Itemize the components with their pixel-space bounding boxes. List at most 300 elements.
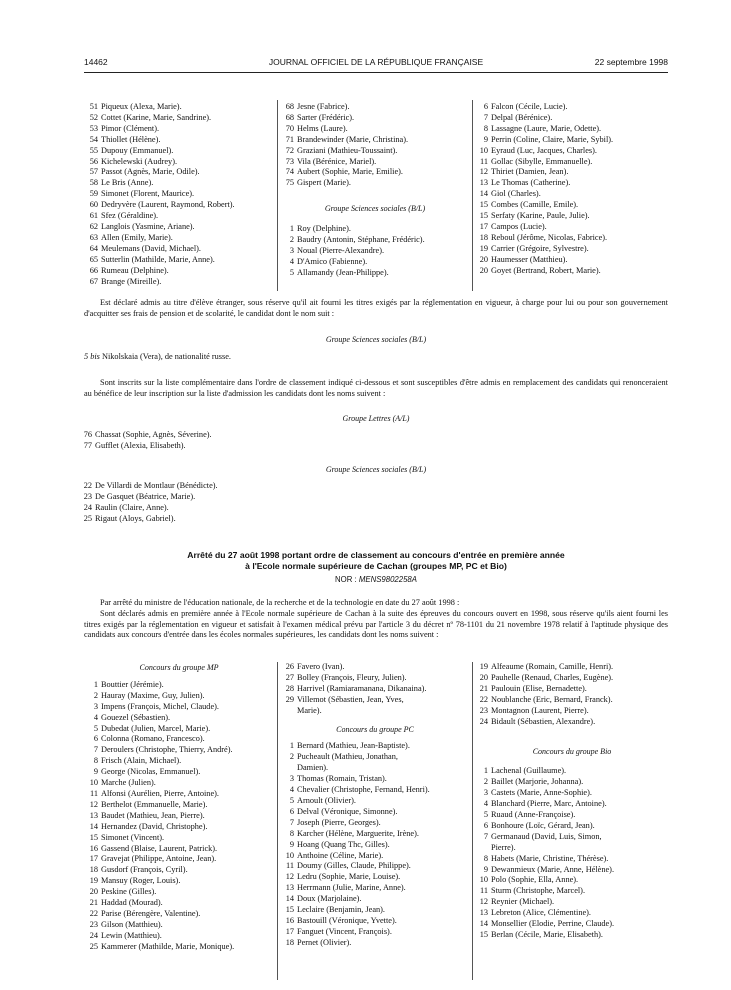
candidate-name: Peskine (Gilles). bbox=[101, 887, 157, 897]
list-item bbox=[474, 908, 670, 919]
rank-number: 8 bbox=[483, 123, 488, 133]
rank-number: 20 bbox=[479, 254, 488, 264]
candidate-name: Blanchard (Pierre, Marc, Antoine). bbox=[491, 799, 607, 809]
list-item bbox=[474, 189, 670, 200]
candidate-name: George (Nicolas, Emmanuel). bbox=[101, 767, 201, 777]
rank-number: 4 bbox=[93, 712, 98, 722]
rank-number: 3 bbox=[289, 245, 294, 255]
list-item bbox=[474, 897, 670, 908]
list-item bbox=[280, 178, 470, 189]
candidate-name: Vila (Bérénice, Mariel). bbox=[297, 156, 377, 166]
rank-number: 27 bbox=[285, 672, 294, 682]
list-item bbox=[84, 146, 274, 157]
candidate-name: Ruaud (Anne-Françoise). bbox=[491, 809, 576, 819]
list-item bbox=[84, 124, 274, 135]
candidate-name: Lebreton (Alice, Clémentine). bbox=[491, 908, 591, 918]
list-item bbox=[84, 844, 274, 855]
foreign-entry bbox=[84, 352, 668, 363]
list-item bbox=[474, 684, 670, 695]
list-item bbox=[84, 255, 274, 266]
candidate-name: Meulemans (David, Michael). bbox=[101, 243, 201, 253]
candidate-name: Hernandez (David, Christophe). bbox=[101, 821, 208, 831]
candidate-name: Paulouin (Elise, Bernadette). bbox=[491, 683, 587, 693]
entry-number: 5 bis bbox=[84, 352, 100, 361]
candidate-name: Sfez (Géraldine). bbox=[101, 211, 159, 221]
list-item bbox=[474, 695, 670, 706]
candidate-name: Goyet (Bertrand, Robert, Marie). bbox=[491, 265, 601, 275]
rank-number: 19 bbox=[89, 876, 98, 886]
candidate-name: Alfonsi (Aurélien, Pierre, Antoine). bbox=[101, 788, 219, 798]
rank-number: 3 bbox=[289, 774, 294, 784]
list-item bbox=[280, 124, 470, 135]
top-list-col3 bbox=[474, 102, 670, 277]
page-header bbox=[84, 57, 668, 71]
list-item bbox=[84, 691, 274, 702]
list-item bbox=[280, 872, 470, 883]
candidate-name: Fanguet (Vincent, François). bbox=[297, 926, 392, 936]
rank-number: 14 bbox=[479, 919, 488, 929]
rank-number: 13 bbox=[89, 810, 98, 820]
list-item bbox=[280, 695, 470, 706]
rank-number: 17 bbox=[89, 854, 98, 864]
rank-number: 22 bbox=[89, 908, 98, 918]
rank-number: 68 bbox=[285, 112, 294, 122]
list-item bbox=[474, 875, 670, 886]
rank-number: 23 bbox=[89, 919, 98, 929]
candidate-name: Parise (Bérengère, Valentine). bbox=[101, 908, 201, 918]
list-item bbox=[84, 745, 274, 756]
list-item bbox=[474, 930, 670, 941]
rank-number: 68 bbox=[285, 102, 294, 111]
rank-number: 51 bbox=[89, 102, 98, 111]
nor-code: MENS9802258A bbox=[358, 575, 417, 584]
rank-number: 5 bbox=[93, 723, 98, 733]
rank-number: 28 bbox=[285, 683, 294, 693]
list-item bbox=[280, 840, 470, 851]
list-item bbox=[474, 200, 670, 211]
candidate-name: Bouttier (Jérémie). bbox=[101, 679, 164, 689]
list-item bbox=[474, 102, 670, 113]
candidate-name: Damien). bbox=[297, 763, 329, 773]
candidate-name: Germanaud (David, Luis, Simon, bbox=[491, 831, 602, 841]
rank-number: 71 bbox=[285, 134, 294, 144]
list-item bbox=[84, 789, 274, 800]
list-item bbox=[280, 157, 470, 168]
rank-number: 4 bbox=[483, 799, 488, 809]
rank-number: 15 bbox=[479, 200, 488, 210]
rank-number: 8 bbox=[93, 756, 98, 766]
rank-number: 12 bbox=[479, 897, 488, 907]
list-item bbox=[280, 257, 470, 268]
list-item bbox=[84, 113, 274, 124]
candidate-name: Thiriet (Damien, Jean). bbox=[491, 167, 569, 177]
candidate-name: Allamandy (Jean-Philippe). bbox=[297, 267, 389, 277]
rank-number: 9 bbox=[483, 134, 488, 144]
candidate-name: Hauray (Maxime, Guy, Julien). bbox=[101, 690, 205, 700]
candidate-name: Delval (Véronique, Simonne). bbox=[297, 806, 398, 816]
candidate-name: Aubert (Sophie, Marie, Emilie). bbox=[297, 167, 403, 177]
mp-entries bbox=[84, 680, 274, 953]
list-item bbox=[78, 503, 378, 514]
candidate-name: Leclaire (Benjamin, Jean). bbox=[297, 905, 385, 915]
arrete-title-line1: Arrêté du 27 août 1998 portant ordre de classement au concours d'entrée en première année bbox=[187, 550, 565, 560]
rank-number: 2 bbox=[93, 690, 98, 700]
list-item bbox=[280, 785, 470, 796]
rank-number: 6 bbox=[483, 820, 488, 830]
candidate-name: Piqueux (Alexa, Marie). bbox=[101, 102, 182, 111]
candidate-name: Marche (Julien). bbox=[101, 778, 156, 788]
candidate-name: Gollac (Sibylle, Emmanuelle). bbox=[491, 156, 593, 166]
list-item bbox=[84, 778, 274, 789]
candidate-name: Bernard (Mathieu, Jean-Baptiste). bbox=[297, 741, 410, 751]
candidate-name: Dupouy (Emmanuel). bbox=[101, 145, 174, 155]
list-item bbox=[474, 211, 670, 222]
list-item bbox=[474, 124, 670, 135]
candidate-name: Roy (Delphine). bbox=[297, 224, 351, 234]
candidate-name: Serfaty (Karine, Paule, Julie). bbox=[491, 211, 590, 221]
rank-number: 72 bbox=[285, 145, 294, 155]
rank-number: 12 bbox=[285, 872, 294, 882]
candidate-name: Sturm (Christophe, Marcel). bbox=[491, 886, 586, 896]
candidate-name: Gravejat (Philippe, Antoine, Jean). bbox=[101, 854, 217, 864]
candidate-name: Herrmann (Julie, Marine, Anne). bbox=[297, 883, 406, 893]
candidate-name: Marie). bbox=[297, 705, 322, 715]
list-item bbox=[84, 102, 274, 113]
list-item bbox=[474, 113, 670, 124]
mp-entries-continued bbox=[280, 662, 470, 717]
list-item bbox=[474, 832, 670, 843]
list-item bbox=[84, 222, 274, 233]
complementary-paragraph: Sont inscrits sur la liste complémentaire dans l'ordre de classement indiqué ci-dessous et sont susceptibles d'être admis en remplacement des candidats qui renonceraient au bénéfice de leur inscription sur la liste d'admission les candidats dont les noms suivent : bbox=[84, 378, 668, 398]
list-item bbox=[84, 767, 274, 778]
candidate-name: Baillet (Marjorie, Johanna). bbox=[491, 777, 584, 787]
candidate-name: Favero (Ivan). bbox=[297, 662, 345, 671]
candidate-name: Bolley (François, Fleury, Julien). bbox=[297, 672, 407, 682]
arrete-title bbox=[84, 550, 668, 572]
list-item bbox=[280, 851, 470, 862]
list-item bbox=[280, 927, 470, 938]
list-item bbox=[280, 905, 470, 916]
list-item bbox=[84, 942, 274, 953]
candidate-name: Pauhelle (Renaud, Charles, Eugène). bbox=[491, 672, 614, 682]
column-divider bbox=[277, 100, 278, 291]
list-item bbox=[474, 788, 670, 799]
rank-number: 13 bbox=[285, 883, 294, 893]
rank-number: 11 bbox=[286, 861, 294, 871]
candidate-name: Dedryvère (Laurent, Raymond, Robert). bbox=[101, 200, 235, 210]
candidate-name: Gispert (Marie). bbox=[297, 178, 351, 188]
candidate-name: Sarter (Frédéric). bbox=[297, 112, 355, 122]
candidate-name: Harrivel (Ramiaramanana, Dikanaina). bbox=[297, 683, 427, 693]
candidate-name: Baudet (Mathieu, Jean, Pierre). bbox=[101, 810, 205, 820]
rank-number: 9 bbox=[93, 767, 98, 777]
list-item bbox=[280, 741, 470, 752]
pc-entries bbox=[280, 741, 470, 948]
candidate-name: Deroulers (Christophe, Thierry, André). bbox=[101, 745, 233, 755]
column-divider bbox=[472, 100, 473, 291]
rank-number: 1 bbox=[289, 741, 294, 751]
top-list-col1 bbox=[84, 102, 274, 287]
candidate-name: Falcon (Cécile, Lucie). bbox=[491, 102, 568, 111]
foreign-heading: Groupe Sciences sociales (B/L) bbox=[325, 335, 427, 344]
rank-number: 6 bbox=[289, 806, 294, 816]
rank-number: 63 bbox=[89, 232, 98, 242]
rank-number: 3 bbox=[93, 701, 98, 711]
list-item bbox=[84, 876, 274, 887]
rank-number: 77 bbox=[83, 440, 92, 450]
list-item bbox=[84, 887, 274, 898]
list-item bbox=[280, 246, 470, 257]
candidate-name: Berthelot (Emmanuelle, Marie). bbox=[101, 799, 208, 809]
rank-number: 20 bbox=[89, 887, 98, 897]
rank-number: 24 bbox=[83, 502, 92, 512]
list-item bbox=[474, 244, 670, 255]
rank-number: 5 bbox=[289, 267, 294, 277]
candidate-name: Perrin (Coline, Claire, Marie, Sybil). bbox=[491, 134, 614, 144]
candidate-name: Combes (Camille, Emile). bbox=[491, 200, 579, 210]
sociales-list bbox=[78, 481, 378, 525]
candidate-name: Karcher (Hélène, Marguerite, Irène). bbox=[297, 828, 419, 838]
top-list-col2-entries bbox=[280, 102, 470, 189]
rank-number: 23 bbox=[83, 491, 92, 501]
list-item bbox=[474, 766, 670, 777]
list-item bbox=[84, 811, 274, 822]
rank-number: 73 bbox=[285, 156, 294, 166]
list-item bbox=[474, 222, 670, 233]
rank-number: 62 bbox=[89, 221, 98, 231]
rank-number: 7 bbox=[289, 817, 294, 827]
list-item bbox=[84, 702, 274, 713]
rank-number: 21 bbox=[479, 683, 488, 693]
candidate-name: Rumeau (Delphine). bbox=[101, 265, 169, 275]
list-item bbox=[474, 157, 670, 168]
candidate-name: Joseph (Pierre, Georges). bbox=[297, 817, 381, 827]
section-heading: Groupe Sciences sociales (B/L) bbox=[324, 204, 426, 214]
pc-entries-continued bbox=[474, 662, 670, 727]
list-item bbox=[280, 894, 470, 905]
candidate-name: Passot (Agnès, Marie, Odile). bbox=[101, 167, 200, 177]
rank-number: 20 bbox=[479, 265, 488, 275]
candidate-name: Simonet (Florent, Maurice). bbox=[101, 189, 195, 199]
list-item bbox=[84, 277, 274, 288]
candidate-name: Arnoult (Olivier). bbox=[297, 795, 356, 805]
lettres-list bbox=[78, 430, 378, 452]
rank-number: 61 bbox=[89, 211, 98, 221]
candidate-name: Mansuy (Roger, Louis). bbox=[101, 876, 181, 886]
list-item bbox=[84, 266, 274, 277]
list-item bbox=[84, 854, 274, 865]
candidate-name: Dubedat (Julien, Marcel, Marie). bbox=[101, 723, 211, 733]
candidate-name: Colonna (Romano, Francesco). bbox=[101, 734, 205, 744]
rank-number: 8 bbox=[289, 828, 294, 838]
list-item bbox=[474, 777, 670, 788]
candidate-name: Delpal (Bérénice). bbox=[491, 112, 553, 122]
list-item bbox=[78, 441, 378, 452]
candidate-name: Gouezel (Sébastien). bbox=[101, 712, 171, 722]
rank-number: 11 bbox=[90, 788, 98, 798]
candidate-name: Allen (Emily, Marie). bbox=[101, 232, 173, 242]
list-item bbox=[280, 938, 470, 949]
list-item bbox=[280, 706, 470, 717]
candidate-name: Le Thomas (Catherine). bbox=[491, 178, 571, 188]
list-item bbox=[474, 135, 670, 146]
rank-number: 25 bbox=[89, 941, 98, 951]
arrete-title-line2: à l'Ecole normale supérieure de Cachan (groupes MP, PC et Bio) bbox=[245, 561, 507, 571]
candidate-name: Raulin (Claire, Anne). bbox=[95, 502, 169, 512]
candidate-name: Dewanmieux (Marie, Anne, Hélène). bbox=[491, 864, 615, 874]
mp-heading: Concours du groupe MP bbox=[139, 663, 219, 672]
list-item bbox=[280, 818, 470, 829]
foreign-paragraph: Est déclaré admis au titre d'élève étranger, sous réserve qu'il ait fourni les titres exigés par la réglementation en vigueur, à charge pour lui ou pour son gouvernement d'acquitter ses frais de pension et de scolarité, le candidat dont le nom suit : bbox=[84, 298, 668, 318]
rank-number: 66 bbox=[89, 265, 98, 275]
rank-number: 74 bbox=[285, 167, 294, 177]
list-item bbox=[84, 178, 274, 189]
list-item bbox=[474, 266, 670, 277]
candidate-name: Gusdorf (François, Cyril). bbox=[101, 865, 188, 875]
candidate-name: Pierre). bbox=[491, 842, 516, 852]
list-item bbox=[474, 843, 670, 854]
candidate-name: Gilson (Matthieu). bbox=[101, 919, 163, 929]
rank-number: 29 bbox=[285, 694, 294, 704]
rank-number: 19 bbox=[479, 243, 488, 253]
bio-entries bbox=[474, 766, 670, 941]
rank-number: 7 bbox=[93, 745, 98, 755]
candidate-name: Castets (Marie, Anne-Sophie). bbox=[491, 788, 592, 798]
list-item bbox=[280, 883, 470, 894]
list-item bbox=[84, 680, 274, 691]
list-item bbox=[280, 752, 470, 763]
rank-number: 10 bbox=[479, 145, 488, 155]
rank-number: 53 bbox=[89, 123, 98, 133]
candidate-name: Villemot (Sébastien, Jean, Yves, bbox=[297, 694, 404, 704]
rank-number: 19 bbox=[479, 662, 488, 671]
rank-number: 16 bbox=[285, 915, 294, 925]
list-item bbox=[280, 774, 470, 785]
column-divider bbox=[472, 662, 473, 980]
candidate-name: Le Bris (Anne). bbox=[101, 178, 154, 188]
list-item bbox=[280, 916, 470, 927]
rank-number: 3 bbox=[483, 788, 488, 798]
list-item bbox=[84, 734, 274, 745]
pc-heading: Concours du groupe PC bbox=[336, 724, 414, 734]
list-item bbox=[84, 800, 274, 811]
rank-number: 11 bbox=[480, 156, 488, 166]
candidate-name: Baudry (Antonin, Stéphane, Frédéric). bbox=[297, 235, 425, 245]
list-item bbox=[474, 673, 670, 684]
rank-number: 24 bbox=[89, 930, 98, 940]
rank-number: 65 bbox=[89, 254, 98, 264]
issue-date: 22 septembre 1998 bbox=[594, 57, 668, 67]
list-item bbox=[84, 200, 274, 211]
candidate-name: Doumy (Gilles, Claude, Philippe). bbox=[297, 861, 411, 871]
top-list-col2-sociales-entries bbox=[280, 224, 470, 279]
rank-number: 17 bbox=[479, 221, 488, 231]
concours-col2 bbox=[280, 662, 470, 949]
rank-number: 7 bbox=[483, 831, 488, 841]
rank-number: 22 bbox=[479, 694, 488, 704]
list-item bbox=[78, 481, 378, 492]
rank-number: 15 bbox=[285, 905, 294, 915]
list-item bbox=[474, 255, 670, 266]
rank-number: 16 bbox=[89, 843, 98, 853]
candidate-name: Giol (Charles). bbox=[491, 189, 541, 199]
page-number: 14462 bbox=[84, 57, 108, 67]
candidate-name: Rigaut (Aloys, Gabriel). bbox=[95, 513, 176, 523]
list-item bbox=[280, 807, 470, 818]
rank-number: 22 bbox=[83, 481, 92, 490]
list-item bbox=[280, 763, 470, 774]
candidate-name: Brange (Mireille). bbox=[101, 276, 162, 286]
concours-col3 bbox=[474, 662, 670, 941]
rank-number: 9 bbox=[289, 839, 294, 849]
candidate-name: Gassend (Blaise, Laurent, Patrick). bbox=[101, 843, 218, 853]
candidate-name: Cottet (Karine, Marie, Sandrine). bbox=[101, 112, 212, 122]
rank-number: 6 bbox=[483, 102, 488, 111]
rank-number: 1 bbox=[483, 766, 488, 776]
candidate-name: Alfeaume (Romain, Camille, Henri). bbox=[491, 662, 614, 671]
candidate-name: Langlois (Yasmine, Ariane). bbox=[101, 221, 195, 231]
candidate-name: D'Amico (Fabienne). bbox=[297, 256, 368, 266]
candidate-name: Anthoine (Céline, Marie). bbox=[297, 850, 384, 860]
candidate-name: Kichelewski (Audrey). bbox=[101, 156, 178, 166]
list-item bbox=[280, 135, 470, 146]
nor-reference bbox=[84, 575, 668, 584]
list-item bbox=[84, 898, 274, 909]
rank-number: 2 bbox=[289, 235, 294, 245]
rank-number: 14 bbox=[285, 894, 294, 904]
list-item bbox=[280, 268, 470, 279]
candidate-name: Bidault (Sébastien, Alexandre). bbox=[491, 716, 596, 726]
rank-number: 4 bbox=[289, 256, 294, 266]
rank-number: 1 bbox=[289, 224, 294, 234]
arrete-paragraph-2: Sont déclarés admis en première année à l'Ecole normale supérieure de Cachan à la suite des épreuves du concours ouvert en 1998, sous réserve qu'ils aient fourni les titres exigés par la réglementation en vigueur et satisfait à l'examen médical prévu par l'article 3 du décret nº 78-1101 du 21 novembre 1978 relatif à l'aptitude physique des candidats aux concours d'entrée dans les écoles normales supérieures, les candidats dont les noms suivent : bbox=[84, 609, 668, 640]
bio-heading: Concours du groupe Bio bbox=[532, 747, 612, 757]
candidate-name: Kammerer (Mathilde, Marie, Monique). bbox=[101, 941, 235, 951]
list-item bbox=[474, 178, 670, 189]
rank-number: 18 bbox=[285, 937, 294, 947]
rank-number: 58 bbox=[89, 178, 98, 188]
list-item bbox=[280, 673, 470, 684]
rank-number: 8 bbox=[483, 853, 488, 863]
list-item bbox=[84, 822, 274, 833]
list-item bbox=[78, 492, 378, 503]
list-item bbox=[474, 146, 670, 157]
list-item bbox=[280, 224, 470, 235]
candidate-name: Polo (Sophie, Ella, Anne). bbox=[491, 875, 579, 885]
candidate-name: Gufflet (Alexia, Elisabeth). bbox=[95, 440, 186, 450]
rank-number: 17 bbox=[285, 926, 294, 936]
rank-number: 10 bbox=[89, 778, 98, 788]
candidate-name: Doux (Marjolaine). bbox=[297, 894, 362, 904]
rank-number: 6 bbox=[93, 734, 98, 744]
candidate-name: Haddad (Mourad). bbox=[101, 898, 163, 908]
rank-number: 59 bbox=[89, 189, 98, 199]
rank-number: 76 bbox=[83, 430, 92, 439]
candidate-name: Lachenal (Guillaume). bbox=[491, 766, 567, 776]
list-item bbox=[474, 810, 670, 821]
rank-number: 21 bbox=[89, 898, 98, 908]
list-item bbox=[474, 919, 670, 930]
rank-number: 15 bbox=[89, 832, 98, 842]
list-item bbox=[280, 167, 470, 178]
rank-number: 18 bbox=[479, 232, 488, 242]
concours-col1 bbox=[84, 663, 274, 953]
rank-number: 15 bbox=[479, 929, 488, 939]
candidate-name: Pucheault (Mathieu, Jonathan, bbox=[297, 752, 398, 762]
list-item bbox=[474, 886, 670, 897]
candidate-name: Reboul (Jérôme, Nicolas, Fabrice). bbox=[491, 232, 608, 242]
candidate-name: Thiollet (Hélène). bbox=[101, 134, 161, 144]
